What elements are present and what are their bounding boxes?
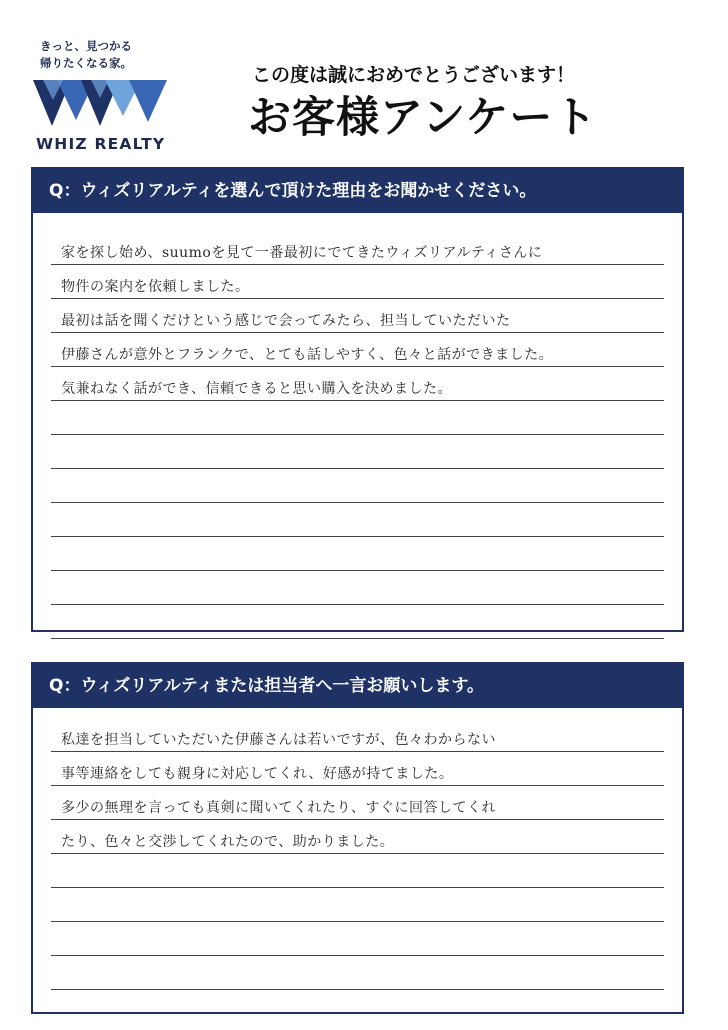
answer-line [51,401,664,435]
question-2-label: Q：ウィズリアルティまたは担当者へ一言お願いします。 [33,664,682,708]
answer-line: 多少の無理を言っても真剣に聞いてくれたり、すぐに回答してくれ [51,786,664,820]
brand-name: WHIZ REALTY [36,135,166,153]
answer-line [51,537,664,571]
company-tagline [40,38,180,72]
answer-line: 家を探し始め、suumoを見て一番最初にでてきたウィズリアルティさんに [51,231,664,265]
survey-header [0,0,728,165]
answer-line [51,888,664,922]
answer-line [51,469,664,503]
answer-line [51,503,664,537]
answer-2-lines [51,708,664,990]
answer-line: 物件の案内を依頼しました。 [51,265,664,299]
answer-line: 私達を担当していただいた伊藤さんは若いですが、色々わからない [51,718,664,752]
answer-line: 事等連絡をしても親身に対応してくれ、好感が持てました。 [51,752,664,786]
answer-line: 伊藤さんが意外とフランクで、とても話しやすく、色々と話ができました。 [51,333,664,367]
answer-line [51,956,664,990]
answer-line [51,435,664,469]
answer-line: たり、色々と交渉してくれたので、助かりました。 [51,820,664,854]
whiz-realty-logo-icon [33,80,173,128]
question-1-label: Q：ウィズリアルティを選んで頂けた理由をお聞かせください。 [33,169,682,213]
tagline-line-1: きっと、見つかる [40,39,132,53]
answer-line: 気兼ねなく話ができ、信頼できると思い購入を決めました。 [51,367,664,401]
page-title: お客様アンケート [248,93,598,143]
answer-line [51,922,664,956]
question-section-1 [31,167,684,632]
answer-line [51,854,664,888]
answer-1-lines [51,213,664,639]
answer-line [51,605,664,639]
answer-line: 最初は話を聞くだけという感じで会ってみたら、担当していただいた [51,299,664,333]
tagline-line-2: 帰りたくなる家。 [40,56,132,70]
congratulations-text: この度は誠におめでとうございます！ [252,64,576,86]
question-section-2 [31,662,684,1014]
answer-line [51,571,664,605]
